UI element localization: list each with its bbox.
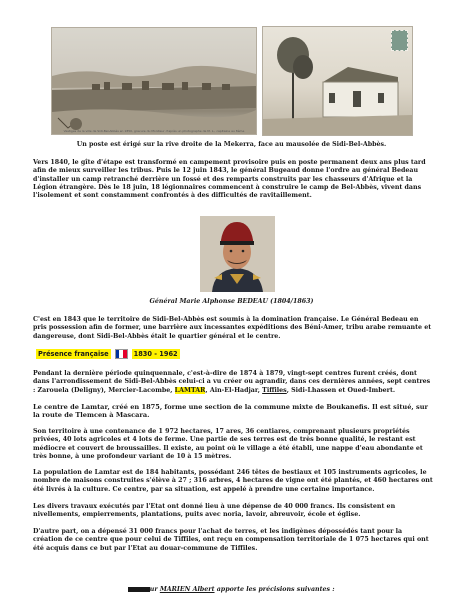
paragraph-territory: Son territoire à une contenance de 1 972 hectares, 17 ares, 36 centiares, comprenant plusieurs propriétés privées, 40 lots agricoles et 4 lots de ferme. Une partie de ses terres est de très bonne qualité, le restant est médiocre et couvert de broussailles. Il existe, au point où le village a été établi, une nappe d'eau abondante et très bonne, à une profondeur variant de 10 à 15 mètres.: [33, 428, 423, 460]
engraving-caption: Vestiges de la ville de Sidi-Bel-Abbès en 1850, gravure du Moniteur d'après un photographe de M. L., capitaine au 8ème: [63, 129, 245, 133]
section-title-text: Présence française: [38, 350, 109, 358]
engraving-illustration: [52, 28, 256, 134]
centres-text-end: , Sidi-Lhassen et Oued-Imbert.: [286, 386, 396, 394]
tiffiles-link[interactable]: Tiffiles: [262, 386, 287, 394]
section-title: [36, 349, 180, 359]
footer-prefix: ur: [149, 586, 160, 593]
lamtar-highlight: LAMTAR: [174, 386, 206, 394]
section-years: 1830 - 1962: [133, 350, 178, 358]
engraving-image: [51, 27, 257, 135]
postcard-illustration: [263, 27, 412, 135]
footer-note: [0, 586, 463, 593]
paragraph-works: Les divers travaux exécutés par l'Etat ont donné lieu à une dépense de 40 000 francs. Ils consistent en nivellements, empierrements, plantations, puits avec noria, lavoir, abreuvoir, école et église.: [33, 503, 396, 519]
postage-stamp: [391, 30, 408, 51]
paragraph-population: La population de Lamtar est de 184 habitants, possédant 246 têtes de bestiaux et 105 instruments agricoles, le nombre de maisons construites s'élève à 27 ; 316 arbres, 4 hectares de vigne ont été plantés, et 460 hectares ont été livrés à la culture. Ce centre, par sa situation, est appelé à prendre une certaine importance.: [33, 469, 433, 493]
centres-text: Pendant la dernière période quinquennale, c'est-à-dire de 1874 à 1879, vingt-sept centres furent créés, dont dans l'arrondissement de Sidi-Bel-Abbès celui-ci a vu créer ou agrandir, dans ces dernières années, sept centres : Zarouela (Deligny), Mercier-Lacombe,: [33, 370, 431, 394]
struck-word: Monsieur: [128, 587, 150, 592]
paragraph-lamtar-centre: Le centre de Lamtar, créé en 1875, forme une section de la commune mixte de Boukanefis. Il est situé, sur la route de Tlemcen à Mascara.: [33, 403, 428, 420]
portrait-caption: Général Marie Alphonse BEDEAU (1804/1863): [149, 298, 314, 305]
centres-comma: ,: [205, 386, 208, 394]
paragraph-french-domination: C'est en 1843 que le territoire de Sidi-Bel-Abbès est soumis à la domination française. Le Général Bedeau en pris possession afin de former, une barrière aux incessantes expéditions des Béni-Amer, tribu arabe remuante et dangereuse, dont Sidi-Bel-Abbès était le quartier général et le centre.: [33, 316, 432, 340]
paragraph-expenses: D'autre part, on a dépensé 31 000 francs pour l'achat de terres, et les indigènes dépossédés tant pour la création de ce centre que pour celui de Tiffiles, ont reçu en compensation territoriale de 1 075 hectares qui ont été acquis dans ce but par l'Etat au douar-commune de Tiffiles.: [33, 528, 429, 552]
image-caption: Un poste est érigé sur la rive droite de la Mekerra, face au mausolée de Sidi-Bel-Abbès.: [76, 141, 387, 148]
portrait-bedeau: [200, 216, 275, 292]
portrait-illustration: [200, 216, 275, 292]
centres-ain: Ain-El-Hadjar,: [207, 386, 263, 394]
footer-text: apporte les précisions suivantes :: [214, 586, 335, 593]
paragraph-centres: [33, 370, 433, 395]
french-flag-icon: [115, 349, 128, 359]
postcard-image: [262, 26, 413, 136]
paragraph-camp-history: Vers 1840, le gîte d'étape est transformé en campement provisoire puis en poste permanent deux ans plus tard afin de mieux surveiller les tribus. Puis le 12 juin 1843, le général Bugeaud donne l'ordre au général Bedeau d'installer un camp retranché derrière un fossé et des remparts construits par les chasseurs d'Afrique et la Légion étrangère. Dès le 18 juin, 18 légionnaires commencent à construire le camp de Bel-Abbès, vivent dans l'isolement et sont constamment confrontés à des difficultés de ravitaillement.: [33, 159, 426, 200]
contributor-name: MARIEN Albert: [159, 586, 215, 593]
